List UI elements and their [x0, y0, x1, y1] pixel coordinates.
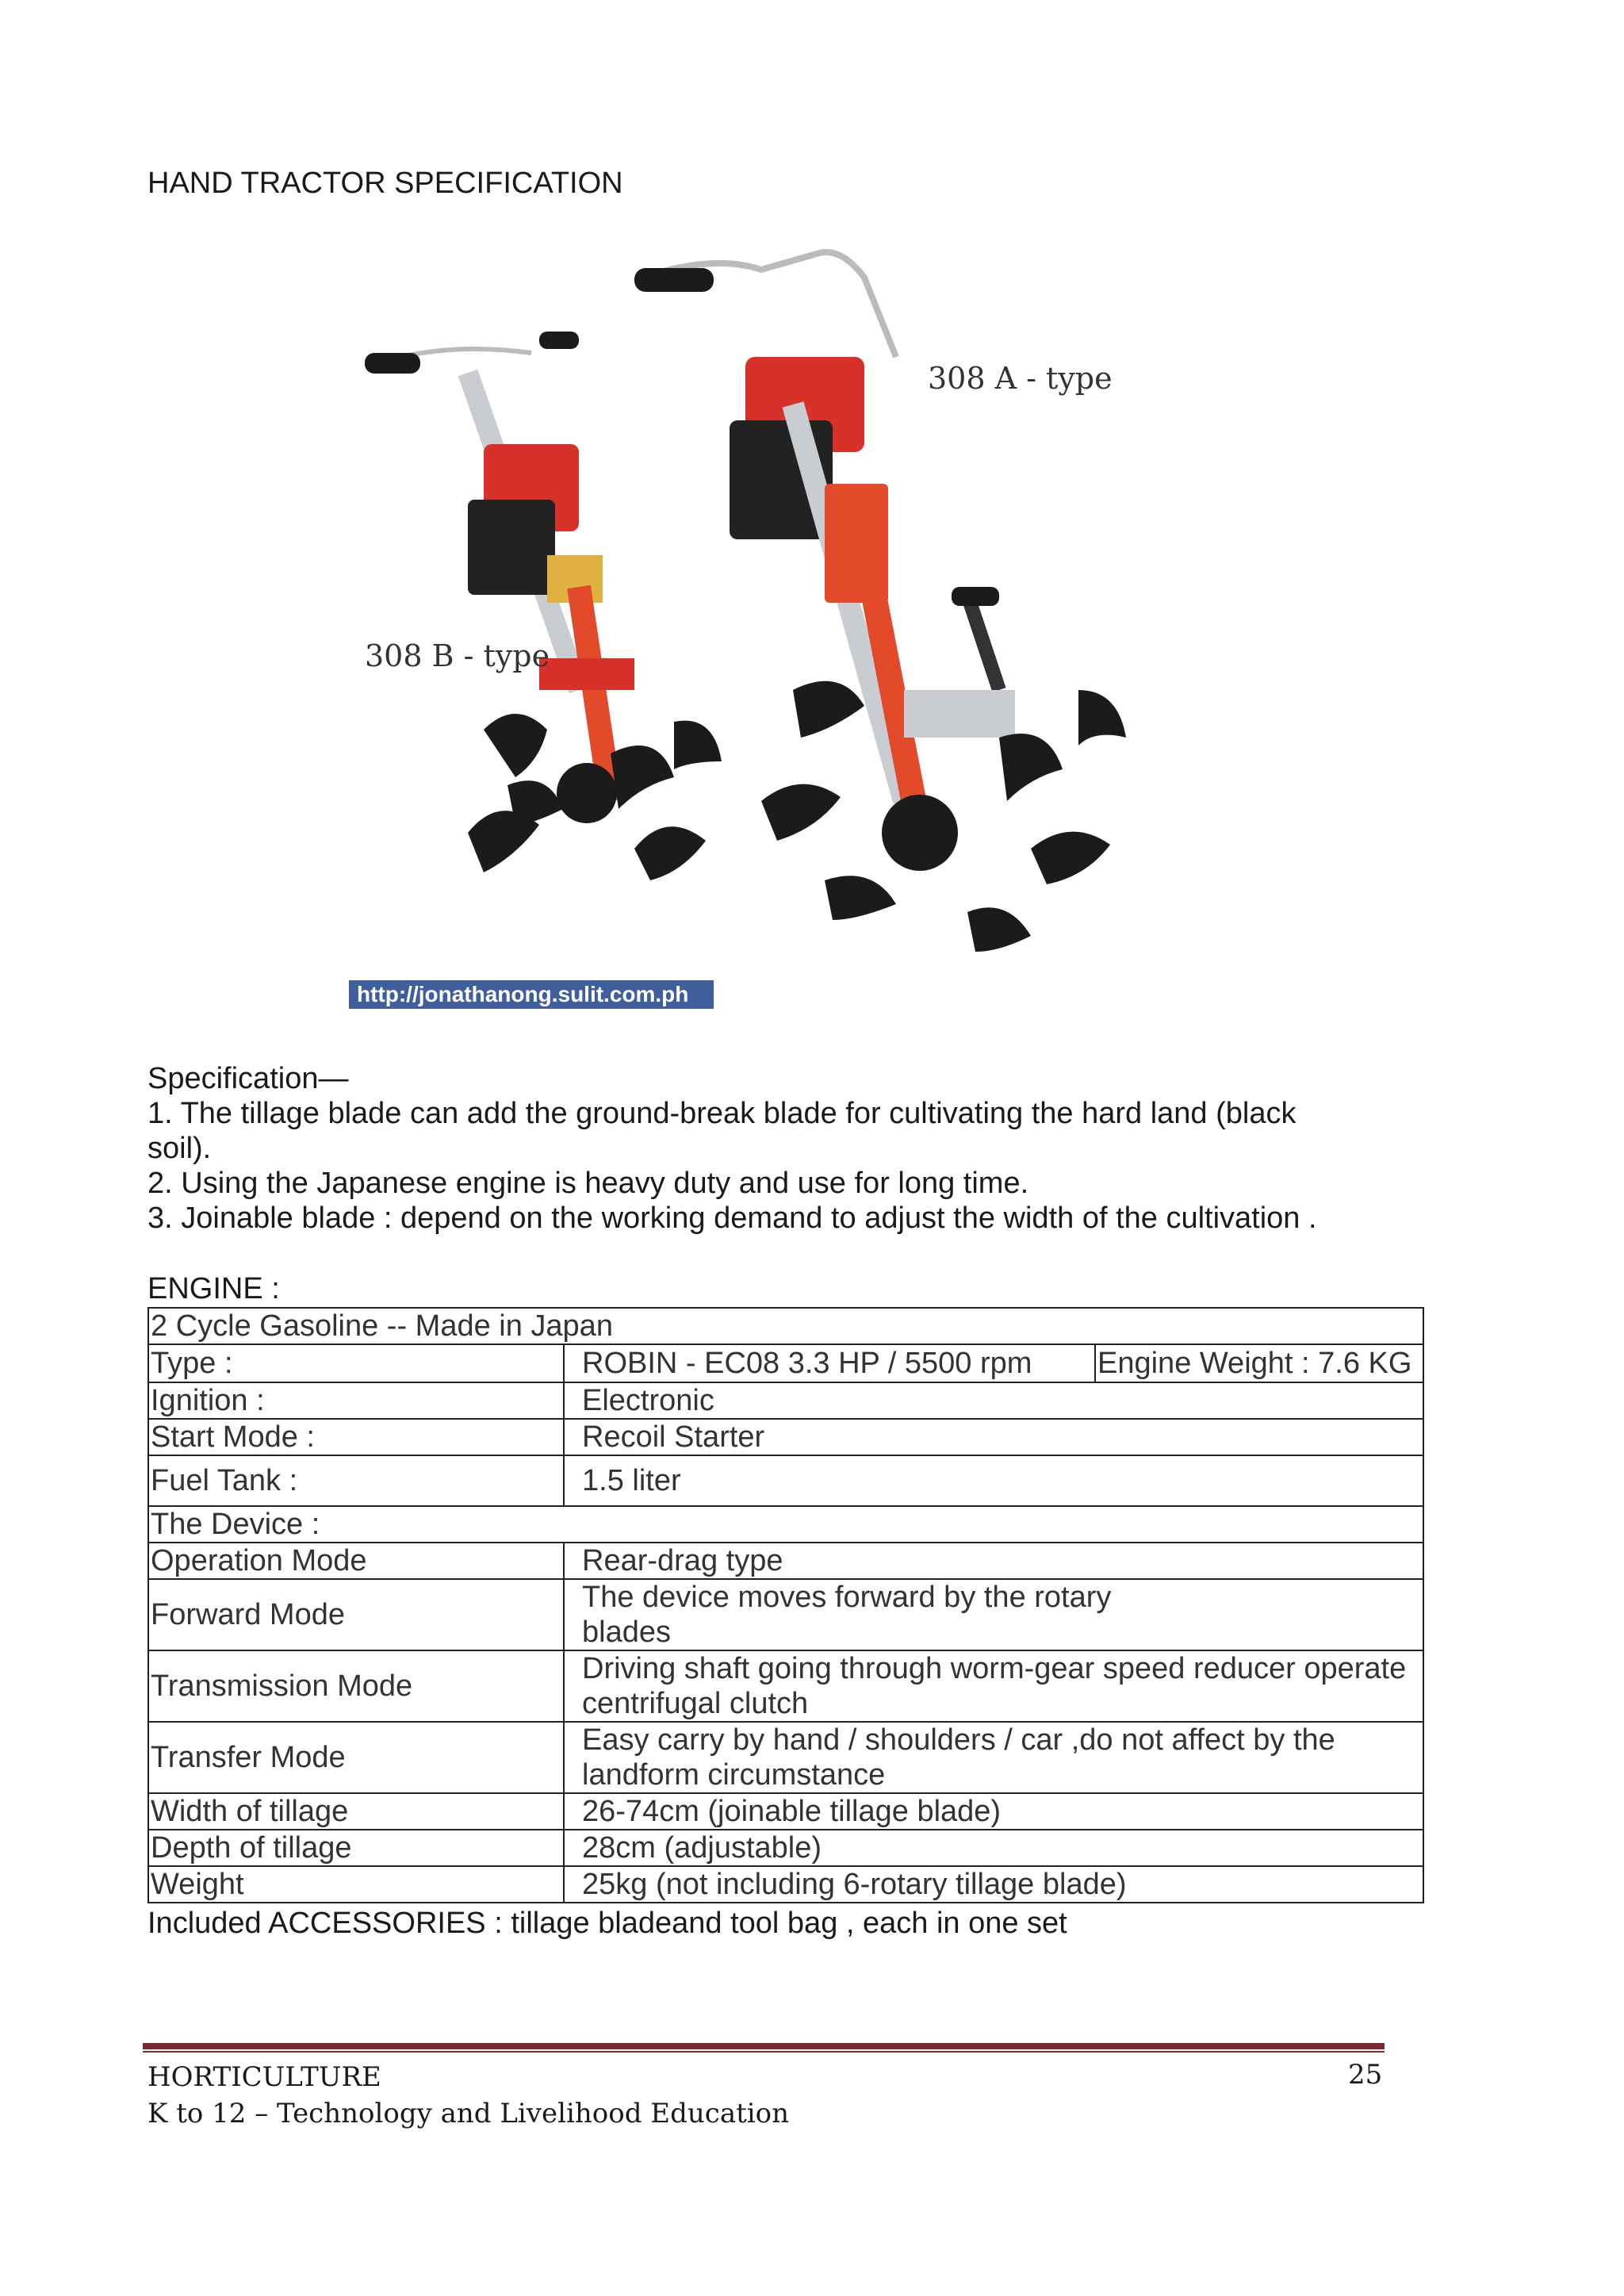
row-label: Depth of tillage [148, 1830, 564, 1866]
type-a-label: 308 A - type [928, 361, 1113, 396]
table-row [148, 1419, 1423, 1455]
specification-heading: Specification— [147, 1062, 349, 1095]
table-row [148, 1382, 1423, 1419]
row-label: Width of tillage [148, 1793, 564, 1830]
row-label: Fuel Tank : [148, 1455, 564, 1506]
table-row [148, 1650, 1423, 1722]
row-value: Recoil Starter [564, 1419, 1423, 1455]
row-value: Electronic [564, 1382, 1423, 1419]
row-label: Transmission Mode [148, 1650, 564, 1722]
tiller-308a-illustration [634, 252, 1126, 952]
row-value-line: The device moves forward by the rotary [582, 1581, 1112, 1614]
table-row [148, 1793, 1423, 1830]
device-header: The Device : [148, 1506, 1423, 1543]
footer-course: K to 12 – Technology and Livelihood Education [147, 2098, 789, 2129]
engine-heading: ENGINE : [147, 1272, 280, 1305]
row-label: Weight [148, 1866, 564, 1903]
row-label: Start Mode : [148, 1419, 564, 1455]
accessories-note: Included ACCESSORIES : tillage bladeand tool bag , each in one set [147, 1907, 1067, 1940]
type-b-label: 308 B - type [365, 638, 550, 673]
row-value-line: blades [582, 1616, 671, 1649]
row-value-line: landform circumstance [582, 1758, 886, 1792]
specification-line: 2. Using the Japanese engine is heavy duty and use for long time. [147, 1167, 1029, 1200]
row-value [564, 1579, 1423, 1650]
page-number: 25 [1348, 2059, 1383, 2091]
row-value-line: centrifugal clutch [582, 1687, 809, 1720]
table-row [148, 1455, 1423, 1506]
table-row [148, 1308, 1423, 1344]
page-title: HAND TRACTOR SPECIFICATION [147, 167, 623, 200]
url-banner-text: http://jonathanong.sulit.com.ph [357, 982, 689, 1006]
specification-block [147, 1061, 1400, 1236]
specification-line: 1. The tillage blade can add the ground-break blade for cultivating the hard land (black [147, 1097, 1297, 1130]
row-value: 28cm (adjustable) [564, 1830, 1423, 1866]
row-value: 25kg (not including 6-rotary tillage blade) [564, 1866, 1423, 1903]
row-value: 1.5 liter [564, 1455, 1423, 1506]
row-value: 26-74cm (joinable tillage blade) [564, 1793, 1423, 1830]
row-value: ROBIN - EC08 3.3 HP / 5500 rpm [564, 1344, 1095, 1382]
table-row [148, 1830, 1423, 1866]
tiller-308b-illustration [365, 332, 722, 880]
row-label: Ignition : [148, 1382, 564, 1419]
table-row [148, 1722, 1423, 1793]
row-value-line: Driving shaft going through worm-gear speed reducer operate [582, 1652, 1407, 1685]
table-row [148, 1506, 1423, 1543]
row-value [564, 1722, 1423, 1793]
specification-line: soil). [147, 1132, 212, 1165]
row-label: Operation Mode [148, 1543, 564, 1579]
engine-weight-cell: Engine Weight : 7.6 KG [1095, 1344, 1423, 1382]
table-row [148, 1866, 1423, 1903]
table-row [148, 1579, 1423, 1650]
footer-subject: HORTICULTURE [147, 2061, 381, 2093]
table-row [148, 1344, 1423, 1382]
engine-type-header: 2 Cycle Gasoline -- Made in Japan [148, 1308, 1423, 1344]
hand-tractor-figure [349, 246, 1253, 1015]
row-label: Forward Mode [148, 1579, 564, 1650]
footer-rule [143, 2043, 1385, 2054]
row-label: Transfer Mode [148, 1722, 564, 1793]
specification-table [147, 1307, 1424, 1903]
footer-text [147, 2059, 789, 2132]
row-value: Rear-drag type [564, 1543, 1423, 1579]
row-label: Type : [148, 1344, 564, 1382]
specification-line: 3. Joinable blade : depend on the working demand to adjust the width of the cultivation . [147, 1202, 1317, 1235]
row-value [564, 1650, 1423, 1722]
row-value-line: Easy carry by hand / shoulders / car ,do not affect by the [582, 1723, 1335, 1757]
table-row [148, 1543, 1423, 1579]
